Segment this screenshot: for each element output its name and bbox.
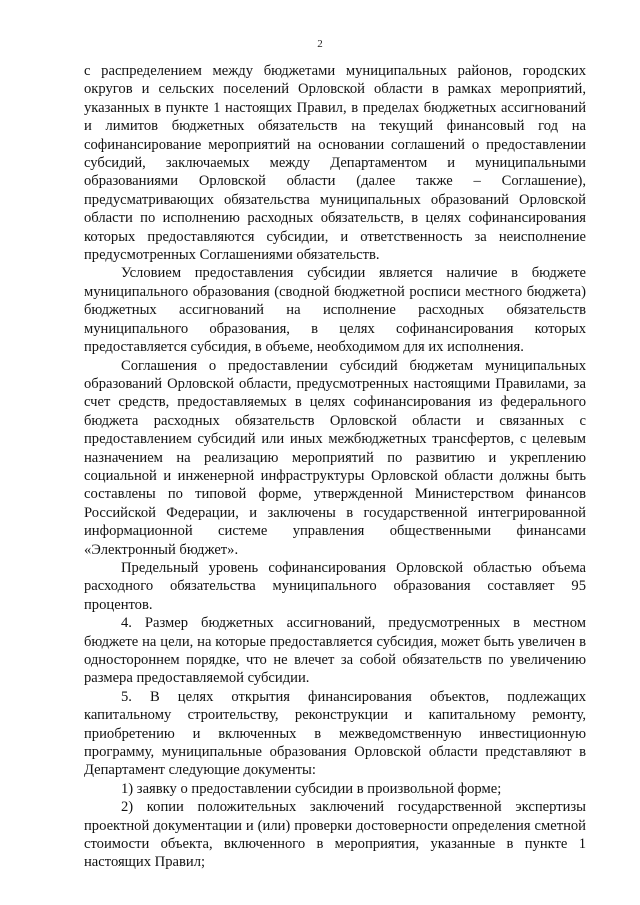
list-item-2: 2) копии положительных заключений государственной экспертизы проектной документации и (или) проверки достоверности определения сметной стоимости объекта, включенного в мероприятия, указанные в пункте 1 настоящих Правил; — [84, 799, 586, 871]
paragraph-agreements: Соглашения о предоставлении субсидий бюджетам муниципальных образований Орловской области, предусмотренных настоящими Правилами, за счет средств, предоставляемых в целях софинансирования из федерального бюджета расходных обязательств Орловской области и связанных с предоставлением субсидий или иных межбюджетных трансфертов, с целевым назначением на реализацию мероприятий по развитию и укреплению социальной и инженерной инфраструктуры Орловской области должны быть составлены по типовой форме, утвержденной Министерством финансов Российской Федерации, и заключены в государственной интегрированной информационной системе управления общественными финансами «Электронный бюджет». — [84, 357, 586, 558]
paragraph-continuation: с распределением между бюджетами муниципальных районов, городских округов и сельских поселений Орловской области в рамках мероприятий, указанных в пункте 1 настоящих Правил, в пределах бюджетных ассигнований и лимитов бюджетных обязательств на текущий финансовый год на софинансирование мероприятий на основании соглашений о предоставлении субсидий, заключаемых между Департаментом и муниципальными образованиями Орловской области (далее также – Соглашение), предусматривающих обязательства муниципальных образований Орловской области по исполнению расходных обязательств, в целях софинансирования которых предоставляются субсидии, и ответственность за неисполнение предусмотренных Соглашениями обязательств. — [84, 63, 586, 264]
paragraph-cofinancing-level: Предельный уровень софинансирования Орловской областью объема расходного обязательства муниципального образования составляет 95 процентов. — [84, 559, 586, 613]
document-body — [84, 62, 586, 872]
page-number: 2 — [317, 38, 323, 50]
paragraph-item-4: 4. Размер бюджетных ассигнований, предусмотренных в местном бюджете на цели, на которые предоставляется субсидия, может быть увеличен в одностороннем порядке, что не влечет за собой обязательств по увеличению размера предоставляемой субсидии. — [84, 615, 586, 687]
paragraph-item-5: 5. В целях открытия финансирования объектов, подлежащих капитальному строительству, реконструкции и капитальному ремонту, приобретению и включенных в межведомственную инвестиционную программу, муниципальные образования Орловской области представляют в Департамент следующие документы: — [84, 688, 586, 779]
list-item-1: 1) заявку о предоставлении субсидии в произвольной форме; — [121, 780, 502, 797]
paragraph-subsidy-condition: Условием предоставления субсидии является наличие в бюджете муниципального образования (сводной бюджетной росписи местного бюджета) бюджетных ассигнований на исполнение расходных обязательств муниципального образования, в целях софинансирования которых предоставляется субсидия, в объеме, необходимом для их исполнения. — [84, 265, 586, 356]
